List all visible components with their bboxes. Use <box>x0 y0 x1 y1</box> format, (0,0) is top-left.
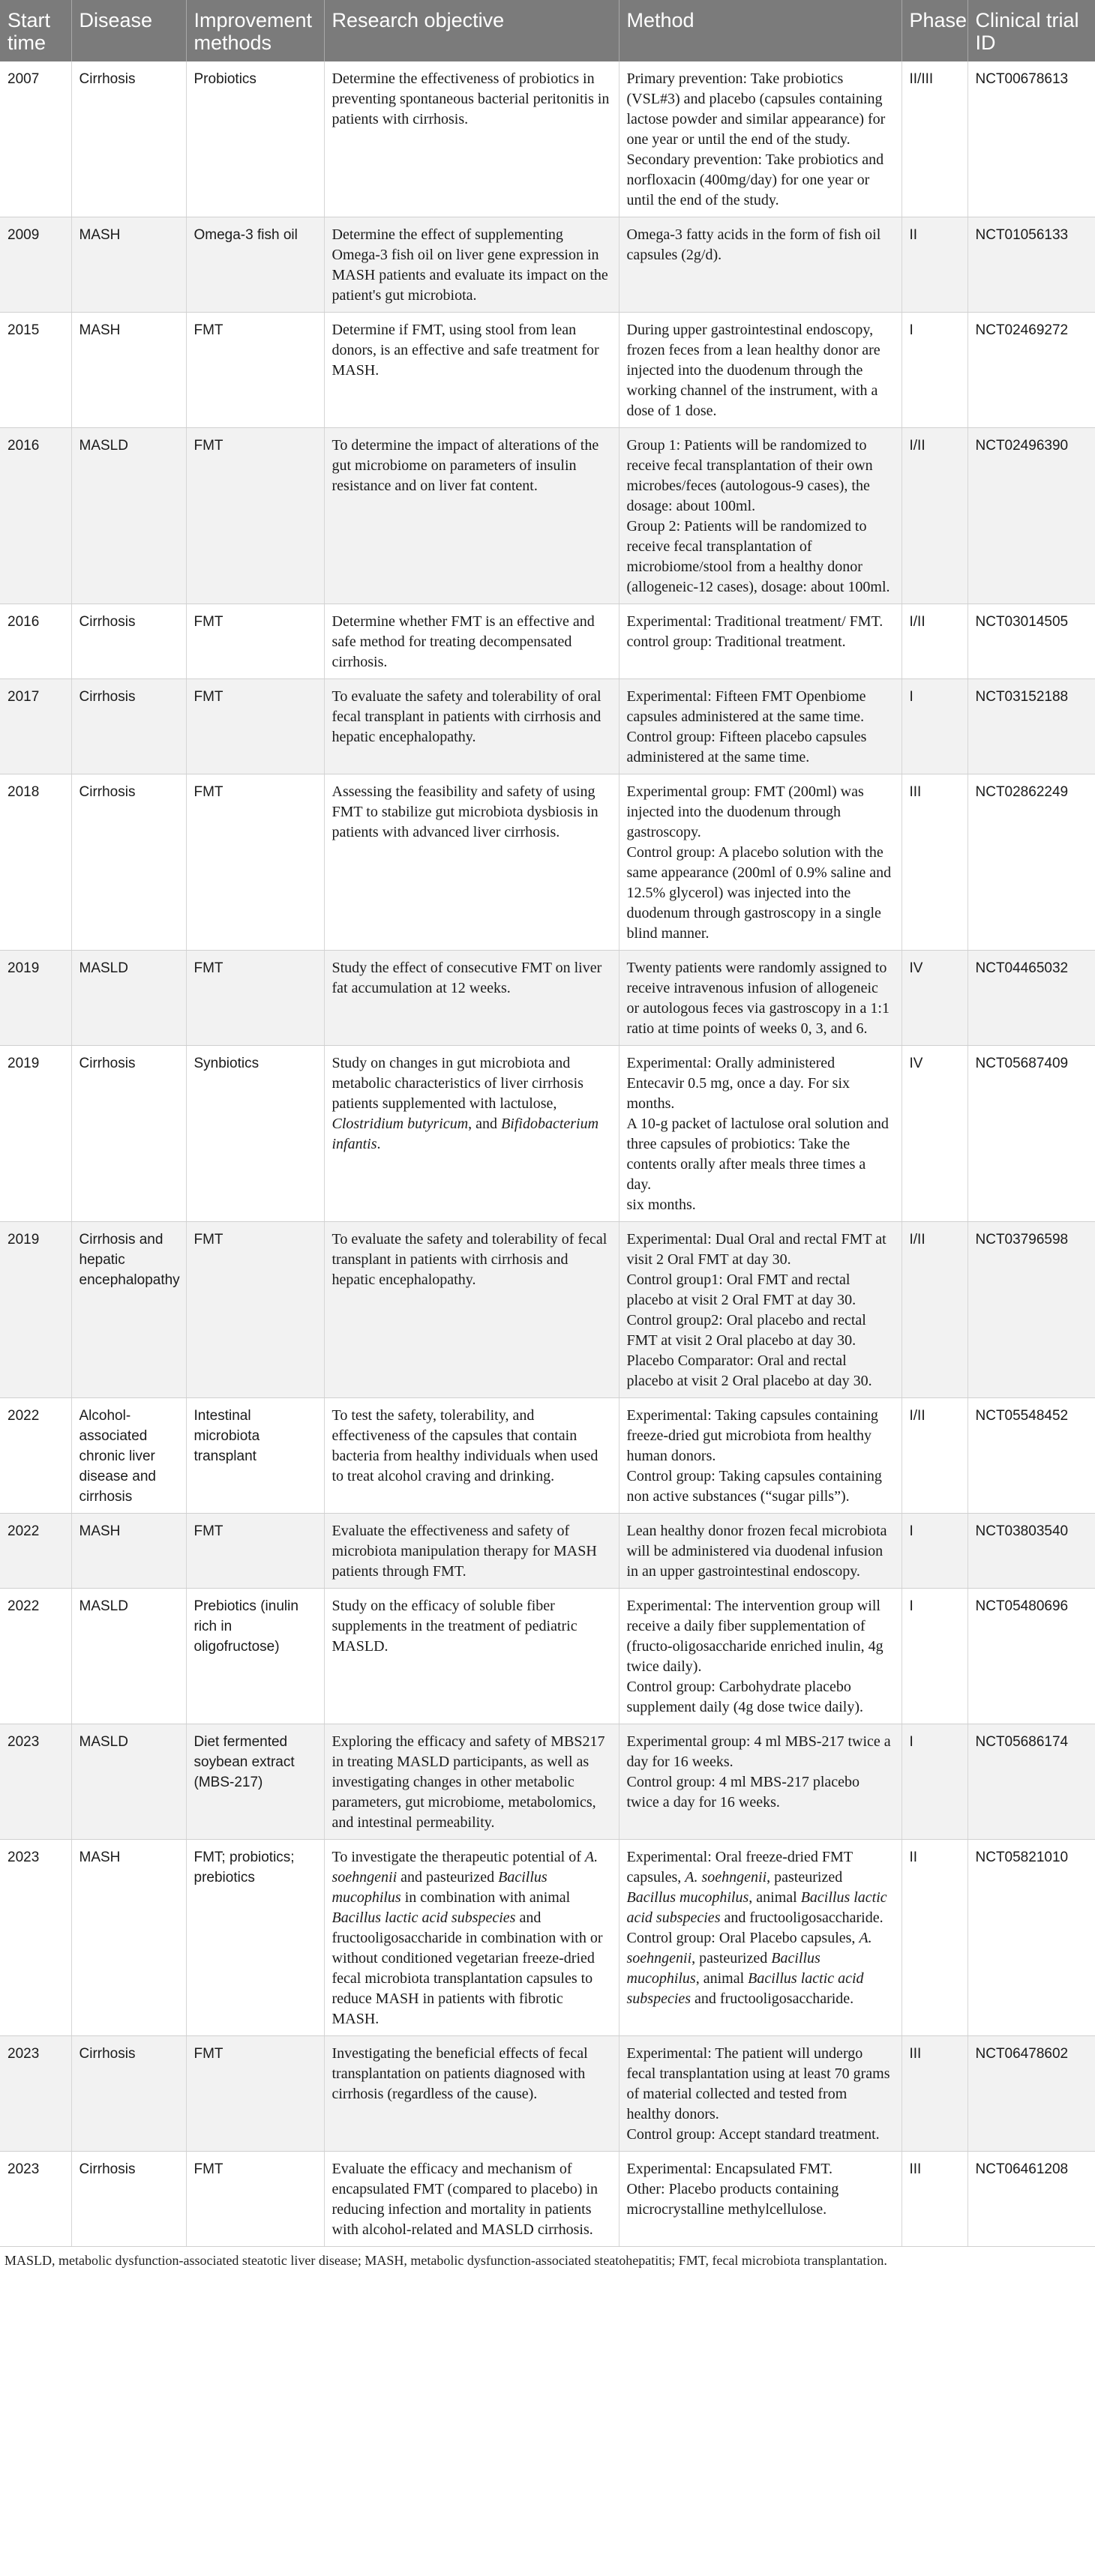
cell-phase: II <box>902 1840 968 2036</box>
cell-method <box>619 951 902 1046</box>
method-line: Control group: Fifteen placebo capsules administered at the same time. <box>626 729 867 765</box>
header-disease: Disease <box>71 0 186 61</box>
cell-method <box>619 1398 902 1514</box>
table-row <box>0 679 1095 774</box>
cell-research-objective: Determine the effectiveness of probiotics in preventing spontaneous bacterial peritonitis in patients with cirrhosis. <box>324 61 619 217</box>
method-line: Control group2: Oral placebo and rectal FMT at visit 2 Oral placebo at day 30. <box>626 1312 866 1349</box>
method-line: Control group1: Oral FMT and rectal placebo at visit 2 Oral FMT at day 30. <box>626 1272 856 1308</box>
cell-improvement-methods: FMT; probiotics; prebiotics <box>186 1840 324 2036</box>
cell-phase: I/II <box>902 604 968 679</box>
method-line: Experimental: Encapsulated FMT. <box>626 2161 833 2177</box>
cell-improvement-methods: FMT <box>186 604 324 679</box>
cell-research-objective: Study on changes in gut microbiota and metabolic characteristics of liver cirrhosis patients supplemented with lactulose, Clostridium butyricum, and Bifidobacterium infantis. <box>324 1046 619 1222</box>
method-line: control group: Traditional treatment. <box>626 634 846 650</box>
cell-method <box>619 2036 902 2152</box>
cell-research-objective: Evaluate the effectiveness and safety of microbiota manipulation therapy for MASH patients through FMT. <box>324 1514 619 1589</box>
cell-start-time: 2023 <box>0 1840 71 2036</box>
cell-start-time: 2023 <box>0 2152 71 2247</box>
cell-research-objective: Determine if FMT, using stool from lean donors, is an effective and safe treatment for MASH. <box>324 313 619 428</box>
method-line: Group 1: Patients will be randomized to receive fecal transplantation of their own microbes/feces (autologous-9 cases), the dosage: about 100ml. <box>626 437 873 514</box>
cell-phase: I <box>902 1589 968 1724</box>
table-row <box>0 61 1095 217</box>
cell-research-objective: To evaluate the safety and tolerability of oral fecal transplant in patients with cirrhosis and hepatic encephalopathy. <box>324 679 619 774</box>
method-line: Group 2: Patients will be randomized to receive fecal transplantation of microbiome/stool from a healthy donor (allogeneic-12 cases), dosage: about 100ml. <box>626 518 890 595</box>
method-line: Experimental: Fifteen FMT Openbiome capsules administered at the same time. <box>626 688 866 725</box>
cell-start-time: 2018 <box>0 774 71 951</box>
cell-clinical-trial-id: NCT05687409 <box>968 1046 1095 1222</box>
cell-method <box>619 679 902 774</box>
method-line: Experimental: Orally administered Entecavir 0.5 mg, once a day. For six months. <box>626 1055 850 1112</box>
cell-improvement-methods: Prebiotics (inulin rich in oligofructose) <box>186 1589 324 1724</box>
method-line: Experimental: Taking capsules containing freeze-dried gut microbiota from healthy human donors. <box>626 1407 878 1464</box>
cell-improvement-methods: FMT <box>186 679 324 774</box>
method-line: Experimental: Oral freeze-dried FMT capsules, A. soehngenii, pasteurized Bacillus mucophilus, animal Bacillus lactic acid subspecies and fructooligosaccharide. <box>626 1849 887 1926</box>
cell-improvement-methods: FMT <box>186 313 324 428</box>
cell-clinical-trial-id: NCT03796598 <box>968 1222 1095 1398</box>
method-line: Lean healthy donor frozen fecal microbiota will be administered via duodenal infusion in an upper gastrointestinal endoscopy. <box>626 1523 887 1580</box>
cell-disease: Cirrhosis and hepatic encephalopathy <box>71 1222 186 1398</box>
cell-disease: MASLD <box>71 951 186 1046</box>
cell-disease: Cirrhosis <box>71 774 186 951</box>
table-row <box>0 217 1095 313</box>
method-line: Control group: Oral Placebo capsules, A. soehngenii, pasteurized Bacillus mucophilus, animal Bacillus lactic acid subspecies and fructooligosaccharide. <box>626 1930 872 2007</box>
method-line: Omega-3 fatty acids in the form of fish oil capsules (2g/d). <box>626 226 881 263</box>
cell-improvement-methods: FMT <box>186 774 324 951</box>
table-row <box>0 1840 1095 2036</box>
cell-phase: I <box>902 679 968 774</box>
cell-disease: Cirrhosis <box>71 2036 186 2152</box>
cell-disease: Alcohol-associated chronic liver disease and cirrhosis <box>71 1398 186 1514</box>
cell-clinical-trial-id: NCT01056133 <box>968 217 1095 313</box>
cell-method <box>619 428 902 604</box>
method-line: Control group: Taking capsules containing non active substances (“sugar pills”). <box>626 1468 882 1505</box>
cell-start-time: 2016 <box>0 604 71 679</box>
cell-disease: Cirrhosis <box>71 61 186 217</box>
cell-research-objective: To determine the impact of alterations of the gut microbiome on parameters of insulin resistance and on liver fat content. <box>324 428 619 604</box>
table-row <box>0 1398 1095 1514</box>
cell-disease: MASH <box>71 217 186 313</box>
method-line: Control group: A placebo solution with the same appearance (200ml of 0.9% saline and 12.5% glycerol) was injected into the duodenum through gastroscopy in a single blind manner. <box>626 844 892 942</box>
cell-start-time: 2019 <box>0 951 71 1046</box>
table-row <box>0 2036 1095 2152</box>
cell-phase: I/II <box>902 1398 968 1514</box>
cell-method <box>619 61 902 217</box>
cell-disease: MASH <box>71 1514 186 1589</box>
table-row <box>0 1514 1095 1589</box>
method-line: During upper gastrointestinal endoscopy, frozen feces from a lean healthy donor are injected into the duodenum through the working channel of the instrument, with a dose of 1 dose. <box>626 322 880 419</box>
cell-research-objective: Investigating the beneficial effects of fecal transplantation on patients diagnosed with cirrhosis (regardless of the cause). <box>324 2036 619 2152</box>
cell-method <box>619 774 902 951</box>
method-line: Control group: Accept standard treatment. <box>626 2126 880 2143</box>
cell-start-time: 2022 <box>0 1398 71 1514</box>
cell-start-time: 2017 <box>0 679 71 774</box>
cell-research-objective: To evaluate the safety and tolerability of fecal transplant in patients with cirrhosis and hepatic encephalopathy. <box>324 1222 619 1398</box>
cell-disease: MASLD <box>71 428 186 604</box>
cell-start-time: 2009 <box>0 217 71 313</box>
cell-clinical-trial-id: NCT06478602 <box>968 2036 1095 2152</box>
cell-phase: I/II <box>902 1222 968 1398</box>
cell-phase: IV <box>902 951 968 1046</box>
cell-phase: II <box>902 217 968 313</box>
cell-clinical-trial-id: NCT04465032 <box>968 951 1095 1046</box>
cell-improvement-methods: Omega-3 fish oil <box>186 217 324 313</box>
header-clinical-trial-id: Clinical trial ID <box>968 0 1095 61</box>
cell-phase: I/II <box>902 428 968 604</box>
cell-clinical-trial-id: NCT05686174 <box>968 1724 1095 1840</box>
table-row <box>0 1046 1095 1222</box>
cell-phase: III <box>902 774 968 951</box>
cell-research-objective: Evaluate the efficacy and mechanism of encapsulated FMT (compared to placebo) in reducing infection and mortality in patients with alcohol-related and MASLD cirrhosis. <box>324 2152 619 2247</box>
cell-phase: I <box>902 313 968 428</box>
method-line: Placebo Comparator: Oral and rectal placebo at visit 2 Oral placebo at day 30. <box>626 1352 872 1389</box>
method-line: Twenty patients were randomly assigned to receive intravenous infusion of allogeneic or autologous feces via gastroscopy in a 1:1 ratio at time points of weeks 0, 3, and 6. <box>626 960 890 1037</box>
cell-start-time: 2019 <box>0 1222 71 1398</box>
cell-clinical-trial-id: NCT03803540 <box>968 1514 1095 1589</box>
cell-method <box>619 604 902 679</box>
table-row <box>0 2152 1095 2247</box>
cell-research-objective: Assessing the feasibility and safety of using FMT to stabilize gut microbiota dysbiosis in patients with advanced liver cirrhosis. <box>324 774 619 951</box>
table-row <box>0 604 1095 679</box>
cell-clinical-trial-id: NCT06461208 <box>968 2152 1095 2247</box>
cell-phase: IV <box>902 1046 968 1222</box>
cell-improvement-methods: FMT <box>186 2152 324 2247</box>
cell-improvement-methods: FMT <box>186 951 324 1046</box>
method-line: Experimental group: FMT (200ml) was injected into the duodenum through gastroscopy. <box>626 783 864 840</box>
cell-method <box>619 1046 902 1222</box>
table-row <box>0 1589 1095 1724</box>
cell-start-time: 2007 <box>0 61 71 217</box>
cell-clinical-trial-id: NCT00678613 <box>968 61 1095 217</box>
table-header-row <box>0 0 1095 61</box>
table-row <box>0 1222 1095 1398</box>
method-line: Experimental: The patient will undergo fecal transplantation using at least 70 grams of material collected and tested from healthy donors. <box>626 2045 890 2122</box>
table-footnote: MASLD, metabolic dysfunction-associated steatotic liver disease; MASH, metabolic dysfunction-associated steatohepatitis; FMT, fecal microbiota transplantation. <box>4 2253 887 2268</box>
method-line: Primary prevention: Take probiotics (VSL#3) and placebo (capsules containing lactose powder and similar appearance) for one year or until the end of the study. <box>626 70 886 148</box>
cell-improvement-methods: Intestinal microbiota transplant <box>186 1398 324 1514</box>
method-line: Experimental: The intervention group will receive a daily fiber supplementation of (fructo-oligosaccharide enriched inulin, 4g twice daily). <box>626 1598 884 1675</box>
cell-method <box>619 1840 902 2036</box>
cell-start-time: 2016 <box>0 428 71 604</box>
cell-phase: I <box>902 1724 968 1840</box>
cell-start-time: 2023 <box>0 1724 71 1840</box>
cell-clinical-trial-id: NCT05821010 <box>968 1840 1095 2036</box>
method-line: Experimental: Dual Oral and rectal FMT at visit 2 Oral FMT at day 30. <box>626 1231 886 1268</box>
cell-research-objective: To investigate the therapeutic potential of A. soehngenii and pasteurized Bacillus mucophilus in combination with animal Bacillus lactic acid subspecies and fructooligosaccharide in combination with or without conditioned vegetarian freeze-dried fecal microbiota transplantation capsules to reduce MASH in patients with fibrotic MASH. <box>324 1840 619 2036</box>
cell-disease: Cirrhosis <box>71 604 186 679</box>
cell-method <box>619 217 902 313</box>
cell-method <box>619 1222 902 1398</box>
cell-start-time: 2022 <box>0 1589 71 1724</box>
cell-clinical-trial-id: NCT02469272 <box>968 313 1095 428</box>
header-start-time: Start time <box>0 0 71 61</box>
cell-phase: III <box>902 2152 968 2247</box>
cell-research-objective: Study on the efficacy of soluble fiber supplements in the treatment of pediatric MASLD. <box>324 1589 619 1724</box>
cell-clinical-trial-id: NCT02862249 <box>968 774 1095 951</box>
table-row <box>0 1724 1095 1840</box>
cell-start-time: 2015 <box>0 313 71 428</box>
cell-method <box>619 1724 902 1840</box>
cell-phase: I <box>902 1514 968 1589</box>
header-improvement-methods: Improvement methods <box>186 0 324 61</box>
table-row <box>0 428 1095 604</box>
cell-start-time: 2019 <box>0 1046 71 1222</box>
cell-disease: Cirrhosis <box>71 1046 186 1222</box>
method-line: A 10-g packet of lactulose oral solution and three capsules of probiotics: Take the contents orally after meals three times a day. <box>626 1116 889 1193</box>
cell-disease: MASH <box>71 313 186 428</box>
cell-improvement-methods: FMT <box>186 1222 324 1398</box>
cell-clinical-trial-id: NCT02496390 <box>968 428 1095 604</box>
table-row <box>0 313 1095 428</box>
method-line: six months. <box>626 1197 696 1213</box>
cell-research-objective: Determine the effect of supplementing Omega-3 fish oil on liver gene expression in MASH patients and evaluate its impact on the patient's gut microbiota. <box>324 217 619 313</box>
cell-improvement-methods: FMT <box>186 2036 324 2152</box>
cell-clinical-trial-id: NCT05548452 <box>968 1398 1095 1514</box>
cell-research-objective: To test the safety, tolerability, and effectiveness of the capsules that contain bacteria from healthy individuals when used to treat alcohol craving and drinking. <box>324 1398 619 1514</box>
cell-disease: MASH <box>71 1840 186 2036</box>
method-line: Experimental: Traditional treatment/ FMT. <box>626 613 884 630</box>
cell-improvement-methods: FMT <box>186 428 324 604</box>
cell-research-objective: Study the effect of consecutive FMT on liver fat accumulation at 12 weeks. <box>324 951 619 1046</box>
cell-clinical-trial-id: NCT03014505 <box>968 604 1095 679</box>
cell-clinical-trial-id: NCT03152188 <box>968 679 1095 774</box>
table-row <box>0 774 1095 951</box>
method-line: Secondary prevention: Take probiotics and norfloxacin (400mg/day) for one year or until the end of the study. <box>626 151 884 208</box>
cell-phase: III <box>902 2036 968 2152</box>
cell-start-time: 2023 <box>0 2036 71 2152</box>
cell-research-objective: Determine whether FMT is an effective and safe method for treating decompensated cirrhosis. <box>324 604 619 679</box>
method-line: Experimental group: 4 ml MBS-217 twice a day for 16 weeks. <box>626 1733 891 1770</box>
cell-phase: II/III <box>902 61 968 217</box>
method-line: Control group: 4 ml MBS-217 placebo twice a day for 16 weeks. <box>626 1774 860 1811</box>
cell-disease: Cirrhosis <box>71 2152 186 2247</box>
table-row <box>0 951 1095 1046</box>
table-body <box>0 61 1095 2247</box>
header-method: Method <box>619 0 902 61</box>
cell-disease: Cirrhosis <box>71 679 186 774</box>
cell-start-time: 2022 <box>0 1514 71 1589</box>
cell-improvement-methods: Synbiotics <box>186 1046 324 1222</box>
cell-clinical-trial-id: NCT05480696 <box>968 1589 1095 1724</box>
method-line: Other: Placebo products containing microcrystalline methylcellulose. <box>626 2181 839 2218</box>
cell-research-objective: Exploring the efficacy and safety of MBS217 in treating MASLD participants, as well as investigating changes in other metabolic parameters, gut microbiome, metabolomics, and intestinal permeability. <box>324 1724 619 1840</box>
cell-improvement-methods: FMT <box>186 1514 324 1589</box>
cell-method <box>619 2152 902 2247</box>
method-line: Control group: Carbohydrate placebo supplement daily (4g dose twice daily). <box>626 1679 863 1715</box>
cell-improvement-methods: Probiotics <box>186 61 324 217</box>
cell-method <box>619 1514 902 1589</box>
header-research-objective: Research objective <box>324 0 619 61</box>
header-phase: Phase <box>902 0 968 61</box>
cell-improvement-methods: Diet fermented soybean extract (MBS-217) <box>186 1724 324 1840</box>
cell-method <box>619 1589 902 1724</box>
cell-method <box>619 313 902 428</box>
cell-disease: MASLD <box>71 1724 186 1840</box>
cell-disease: MASLD <box>71 1589 186 1724</box>
